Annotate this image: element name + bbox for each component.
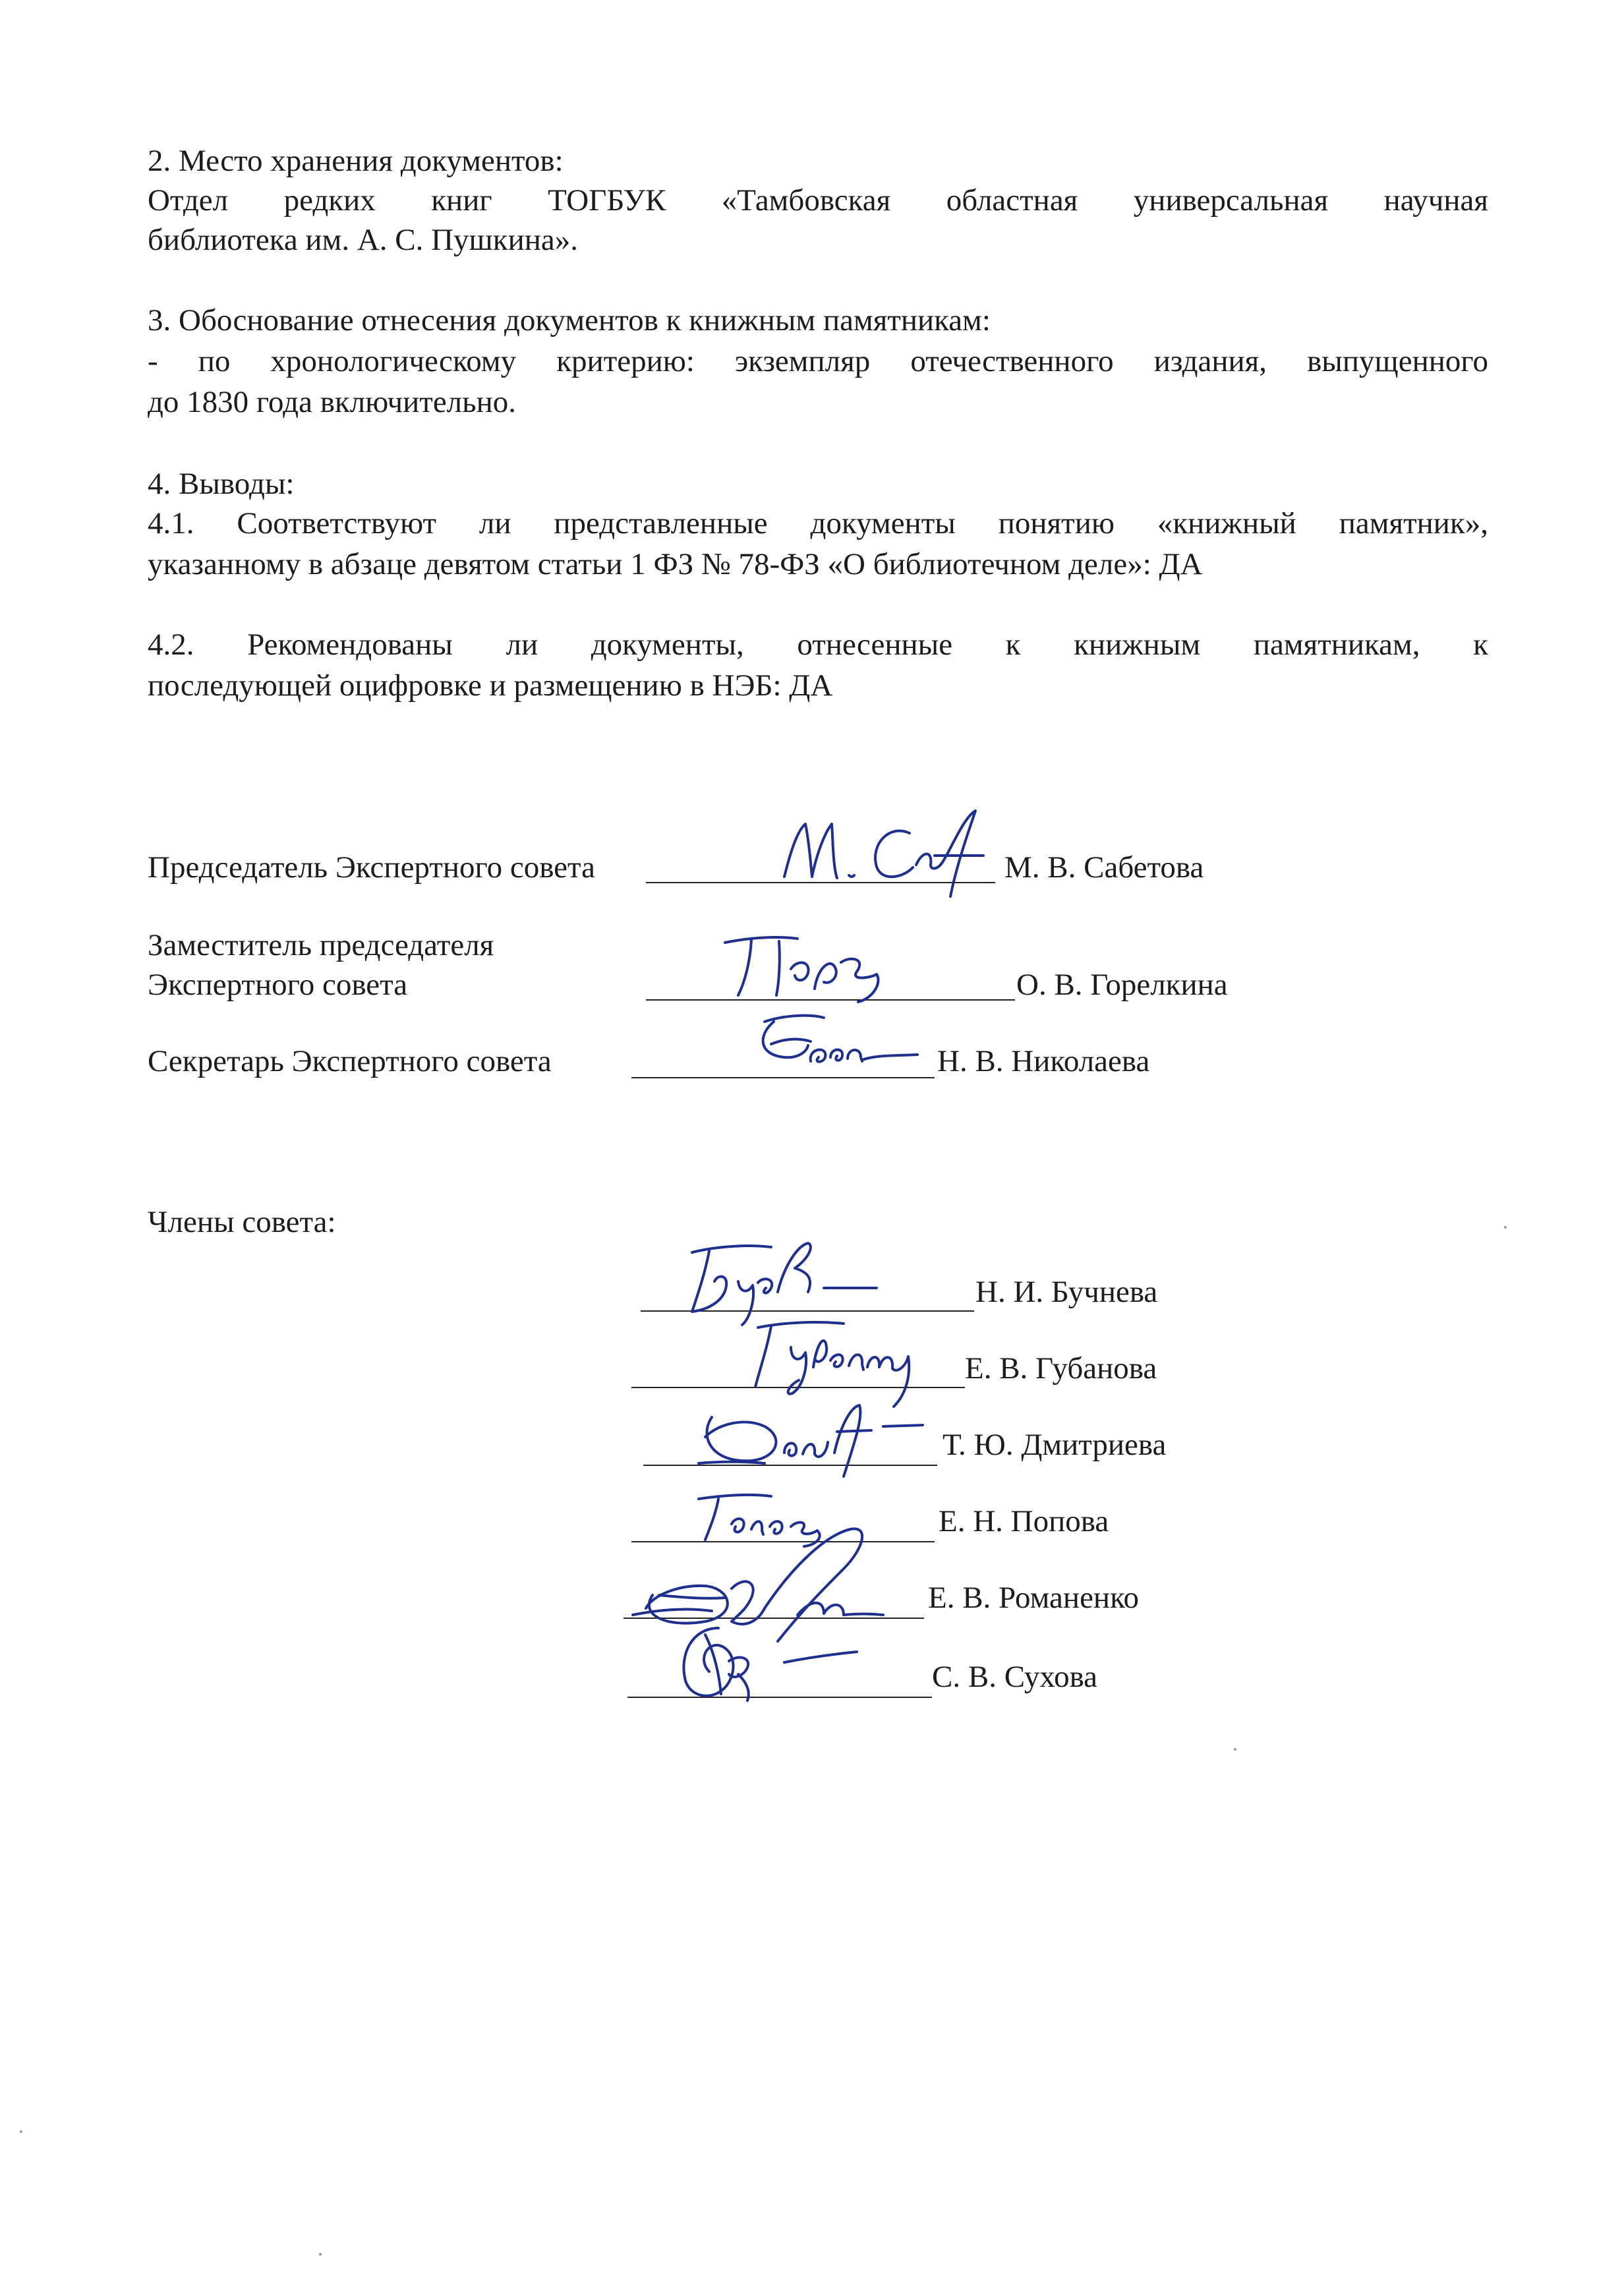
member-6-name: С. В. Сухова (932, 1660, 1098, 1694)
storage-line-2: библиотека им. А. С. Пушкина». (148, 223, 578, 257)
basis-line-2: до 1830 года включительно. (148, 385, 516, 419)
conclusions-heading: 4. Выводы: (148, 467, 295, 501)
secretary-signature (745, 1008, 923, 1081)
chair-role: Председатель Экспертного совета (148, 850, 595, 885)
chair-name: М. В. Сабетова (1004, 850, 1204, 885)
deputy-signature (718, 929, 890, 1008)
deputy-name: О. В. Горелкина (1016, 968, 1228, 1002)
scan-speck (319, 2253, 322, 2256)
conclusion-4-2-line-1: 4.2. Рекомендованы ли документы, отнесенные к книжным памятникам, к (148, 628, 1488, 662)
chair-signature (778, 804, 989, 903)
storage-line-1: Отдел редких книг ТОГБУК «Тамбовская областная универсальная научная (148, 183, 1488, 218)
member-5-name: Е. В. Романенко (928, 1581, 1140, 1615)
scan-speck (20, 2130, 22, 2133)
member-6-signature (666, 1608, 863, 1714)
member-1-name: Н. И. Бучнева (975, 1275, 1158, 1309)
storage-heading: 2. Место хранения документов: (148, 144, 564, 178)
basis-line-1: - по хронологическому критерию: экземпляр отечественного издания, выпущенного (148, 344, 1488, 378)
secretary-name: Н. В. Николаева (937, 1044, 1150, 1078)
secretary-role: Секретарь Экспертного совета (148, 1044, 552, 1078)
members-label: Члены совета: (148, 1205, 336, 1239)
deputy-role-line-1: Заместитель председателя (148, 928, 494, 962)
deputy-role-line-2: Экспертного совета (148, 968, 408, 1002)
member-2-name: Е. В. Губанова (965, 1351, 1157, 1386)
conclusion-4-1-line-1: 4.1. Соответствуют ли представленные документы понятию «книжный памятник», (148, 506, 1488, 540)
member-3-signature (685, 1397, 929, 1483)
member-4-name: Е. Н. Попова (939, 1504, 1109, 1538)
member-3-name: Т. Ю. Дмитриева (942, 1428, 1167, 1462)
basis-heading: 3. Обоснование отнесения документов к книжным памятникам: (148, 303, 991, 337)
conclusion-4-2-line-2: последующей оцифровке и размещению в НЭБ: ДА (148, 668, 833, 703)
scan-speck (1504, 1226, 1507, 1229)
scan-speck (1234, 1748, 1236, 1751)
conclusion-4-1-line-2: указанному в абзаце девятом статьи 1 ФЗ № 78-ФЗ «О библиотечном деле»: ДА (148, 547, 1203, 581)
